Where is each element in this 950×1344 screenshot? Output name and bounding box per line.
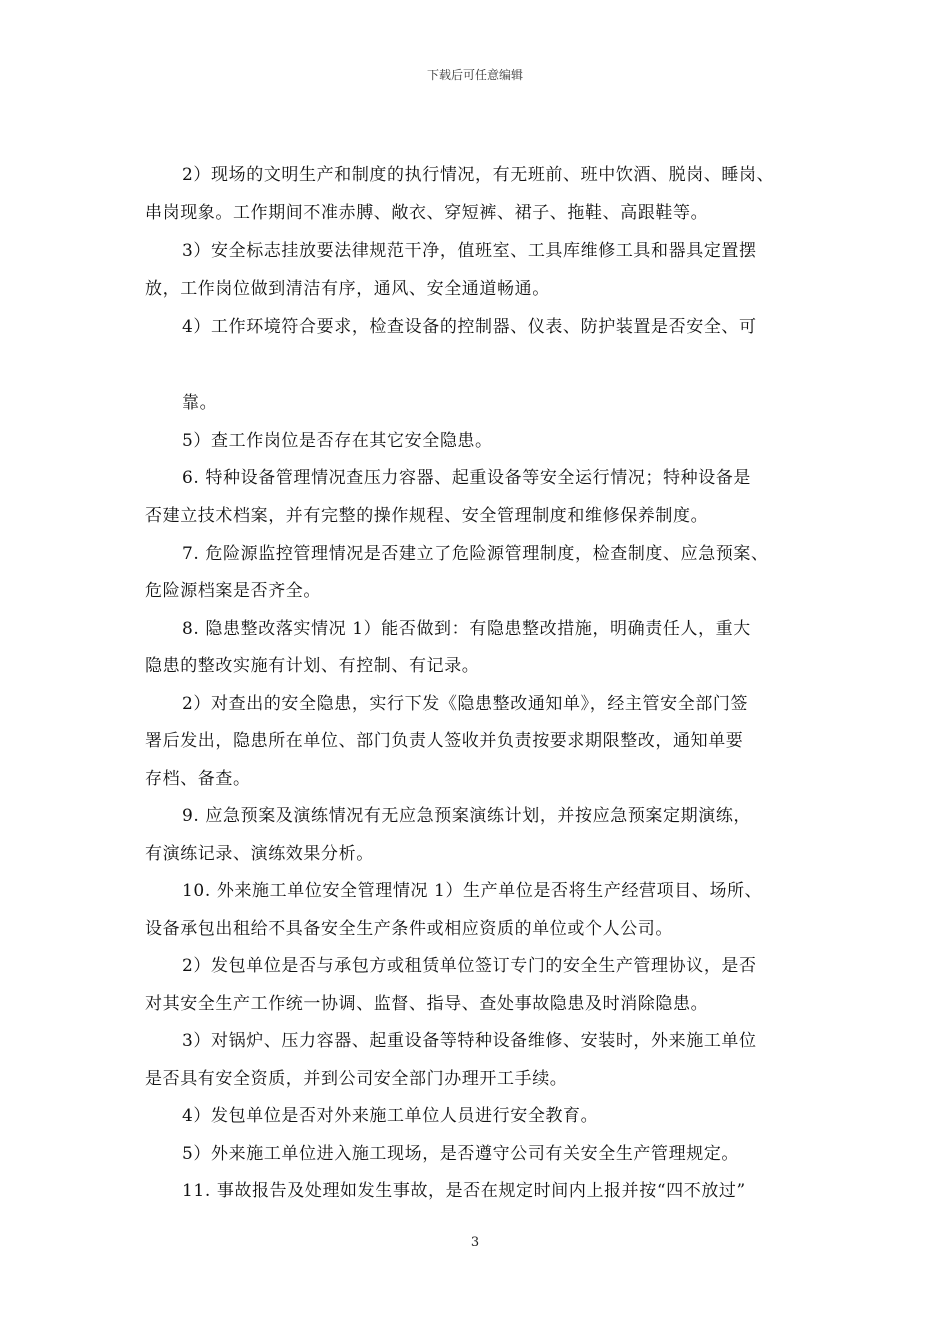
text-line: 11. 事故报告及处理如发生事故，是否在规定时间内上报并按“四不放过” xyxy=(182,1181,746,1201)
text-line: 放，工作岗位做到清洁有序，通风、安全通道畅通。 xyxy=(145,279,550,299)
text-line: 设备承包出租给不具备安全生产条件或相应资质的单位或个人公司。 xyxy=(145,919,673,939)
text-line: 5）外来施工单位进入施工现场，是否遵守公司有关安全生产管理规定。 xyxy=(182,1144,740,1164)
text-line: 存档、备查。 xyxy=(145,769,251,789)
text-line: 4）发包单位是否对外来施工单位人员进行安全教育。 xyxy=(182,1106,599,1126)
text-line: 2）现场的文明生产和制度的执行情况，有无班前、班中饮酒、脱岗、睡岗、 xyxy=(182,165,775,185)
text-line: 6. 特种设备管理情况查压力容器、起重设备等安全运行情况；特种设备是 xyxy=(182,468,752,488)
text-line: 2）发包单位是否与承包方或租赁单位签订专门的安全生产管理协议，是否 xyxy=(182,956,757,976)
text-line: 3）对锅炉、压力容器、起重设备等特种设备维修、安装时，外来施工单位 xyxy=(182,1031,757,1051)
text-line: 否建立技术档案，并有完整的操作规程、安全管理制度和维修保养制度。 xyxy=(145,506,709,526)
page-number: 3 xyxy=(470,1235,480,1250)
text-line: 2）对查出的安全隐患，实行下发《隐患整改通知单》，经主管安全部门签 xyxy=(182,694,749,714)
text-line: 8. 隐患整改落实情况 1）能否做到：有隐患整改措施，明确责任人，重大 xyxy=(182,619,751,639)
text-line: 4）工作环境符合要求，检查设备的控制器、仪表、防护装置是否安全、可 xyxy=(182,317,757,337)
text-line: 靠。 xyxy=(182,393,218,413)
text-line: 危险源档案是否齐全。 xyxy=(145,581,321,601)
text-line: 有演练记录、演练效果分析。 xyxy=(145,844,374,864)
text-line: 隐患的整改实施有计划、有控制、有记录。 xyxy=(145,656,480,676)
text-line: 是否具有安全资质，并到公司安全部门办理开工手续。 xyxy=(145,1069,568,1089)
text-line: 5）查工作岗位是否存在其它安全隐患。 xyxy=(182,431,493,451)
text-line: 9. 应急预案及演练情况有无应急预案演练计划，并按应急预案定期演练， xyxy=(182,806,752,826)
text-line: 对其安全生产工作统一协调、监督、指导、查处事故隐患及时消除隐患。 xyxy=(145,994,709,1014)
text-line: 3）安全标志挂放要法律规范干净，值班室、工具库维修工具和器具定置摆 xyxy=(182,241,757,261)
page-header: 下载后可任意编辑 xyxy=(426,68,523,82)
text-line: 7. 危险源监控管理情况是否建立了危险源管理制度，检查制度、应急预案、 xyxy=(182,544,769,564)
text-line: 串岗现象。工作期间不准赤膊、敞衣、穿短裤、裙子、拖鞋、高跟鞋等。 xyxy=(145,203,709,223)
text-line: 10. 外来施工单位安全管理情况 1）生产单位是否将生产经营项目、场所、 xyxy=(182,881,763,901)
text-line: 署后发出，隐患所在单位、部门负责人签收并负责按要求期限整改，通知单要 xyxy=(145,731,744,751)
